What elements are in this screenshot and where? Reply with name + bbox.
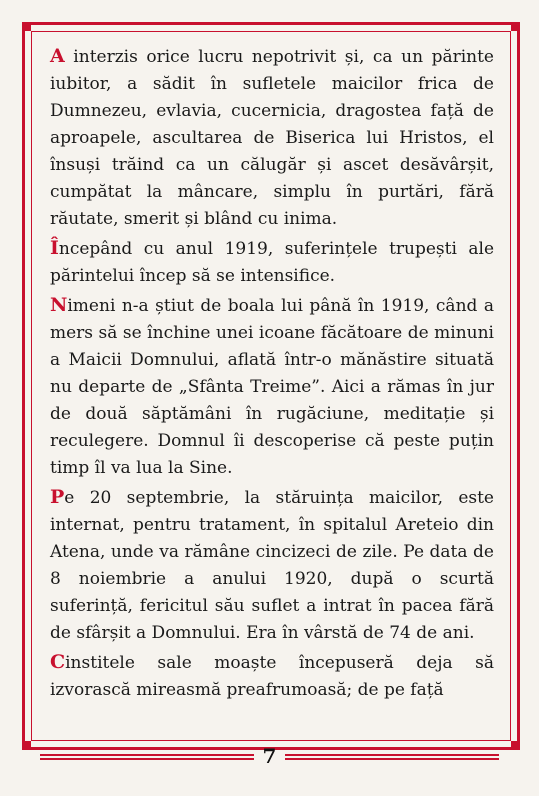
paragraph-body: e 20 septembrie, la stăruința maicilor, este internat, pentru tratament, în spitalul Areteio din Atena, unde va rămâne cincizeci de zile. Pe data de 8 noiembrie a anului 1920, după o scurtă suferință, fericitul său suflet a intrat în pacea fără de sfârșit a Domnului. Era în vârstă de 74 de ani. xyxy=(50,488,494,643)
page-footer xyxy=(0,741,539,771)
page-text xyxy=(50,43,494,706)
page-number: 7 xyxy=(262,744,277,768)
paragraph-1 xyxy=(50,43,494,233)
paragraph-initial: A xyxy=(50,45,65,67)
corner-ornament-top-right xyxy=(511,22,520,31)
paragraph-3 xyxy=(50,292,494,482)
paragraph-body: imeni n-a știut de boala lui până în 1919, când a mers să se închine unei icoane făcătoare de minuni a Maicii Domnului, aflată într-o mănăstire situată nu departe de „Sfânta Treime”. Aici a rămas în jur de două săptămâni în rugăciune, meditație și reculegere. Domnul îi descoperise că peste puțin timp îl va lua la Sine. xyxy=(50,296,494,478)
paragraph-body: ncepând cu anul 1919, suferințele trupești ale părintelui încep să se intensifice. xyxy=(50,239,494,286)
corner-ornament-top-left xyxy=(22,22,31,31)
paragraph-initial: C xyxy=(50,651,66,673)
paragraph-initial: N xyxy=(50,294,68,316)
paragraph-initial: P xyxy=(50,486,65,508)
paragraph-2 xyxy=(50,235,494,290)
paragraph-4 xyxy=(50,484,494,647)
footer-rule-left xyxy=(40,754,254,760)
paragraph-initial: Î xyxy=(50,237,59,259)
paragraph-5 xyxy=(50,649,494,704)
footer-rule-right xyxy=(285,754,499,760)
paragraph-body: interzis orice lucru nepotrivit și, ca un părinte iubitor, a sădit în sufletele maicilor frica de Dumnezeu, evlavia, cucernicia, dragostea față de aproapele, ascultarea de Biserica lui Hristos, el însuși trăind ca un călugăr și ascet desăvârșit, cumpătat la mâncare, simplu în purtări, fără răutate, smerit și blând cu inima. xyxy=(50,47,494,229)
paragraph-body: institele sale moaște începuseră deja să izvorască mireasmă preafrumoasă; de pe față xyxy=(50,653,494,700)
